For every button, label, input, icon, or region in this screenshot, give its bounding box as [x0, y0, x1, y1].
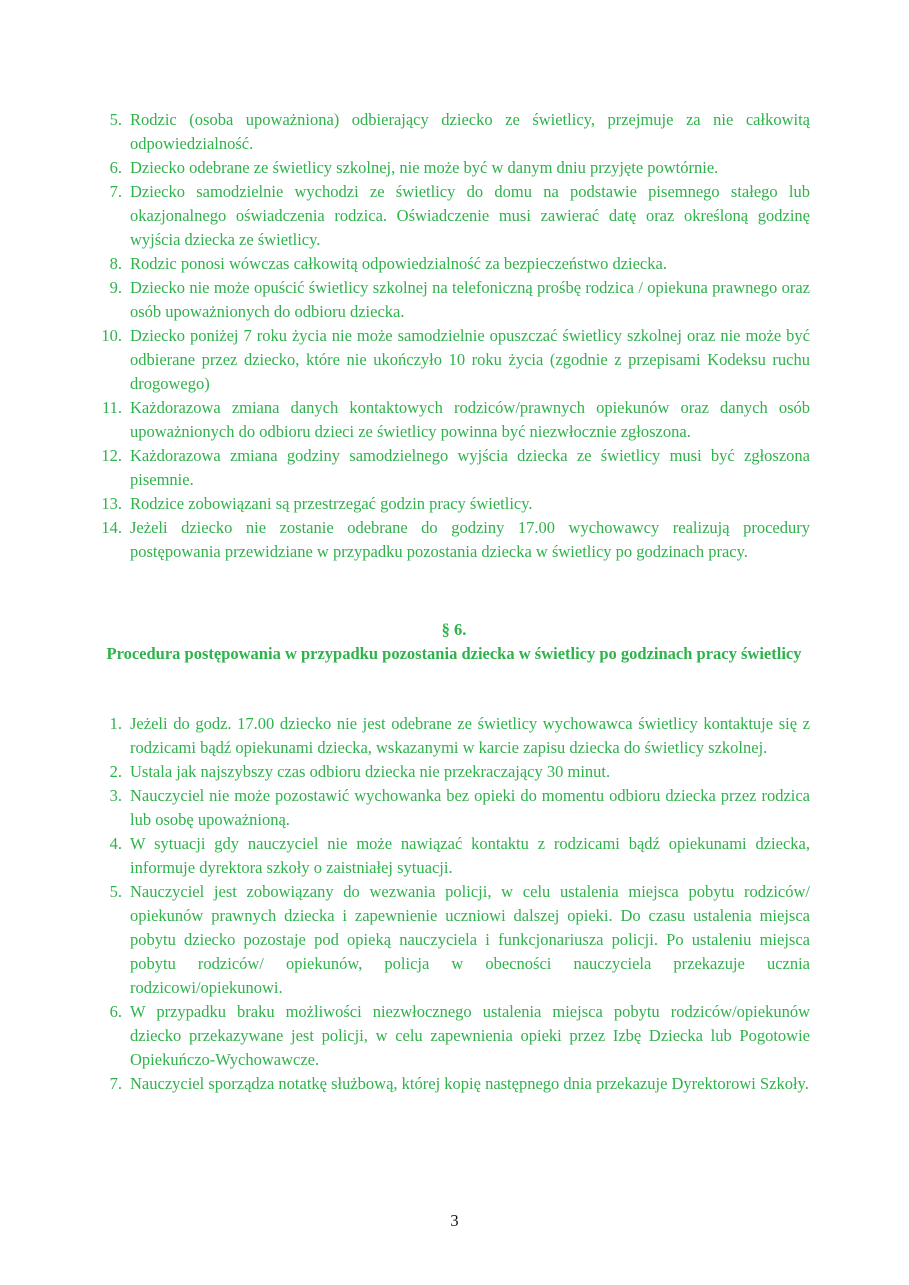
list-item	[90, 444, 810, 492]
list-item	[90, 180, 810, 252]
item-text: Rodzic ponosi wówczas całkowitą odpowiedzialność za bezpieczeństwo dziecka.	[130, 254, 667, 273]
list-item	[90, 784, 810, 832]
item-number: 3.	[109, 786, 122, 805]
item-text: Jeżeli do godz. 17.00 dziecko nie jest odebrane ze świetlicy wychowawca świetlicy kontaktuje się z rodzicami bądź opiekunami dziecka, wskazanymi w karcie zapisu dziecka do świetlicy szkolnej.	[130, 714, 810, 757]
item-number: 8.	[109, 254, 122, 273]
item-text: Dziecko samodzielnie wychodzi ze świetlicy do domu na podstawie pisemnego stałego lub okazjonalnego oświadczenia rodzica. Oświadczenie musi zawierać datę oraz określoną godzinę wyjścia dziecka ze świetlicy.	[130, 182, 810, 249]
item-number: 13.	[101, 494, 122, 513]
section-title: Procedura postępowania w przypadku pozostania dziecka w świetlicy po godzinach pracy świetlicy	[106, 644, 802, 663]
list-item	[90, 324, 810, 396]
item-number: 9.	[109, 278, 122, 297]
item-number: 10.	[101, 326, 122, 345]
item-text: Każdorazowa zmiana danych kontaktowych rodziców/prawnych opiekunów oraz danych osób upoważnionych do odbioru dzieci ze świetlicy powinna być niezwłocznie zgłoszona.	[130, 398, 810, 441]
section-symbol: § 6.	[441, 620, 467, 639]
list-item	[90, 1072, 810, 1096]
item-number: 14.	[101, 518, 122, 537]
list-item	[90, 760, 810, 784]
list-item	[90, 1000, 810, 1072]
list-item	[90, 252, 810, 276]
item-text: Rodzice zobowiązani są przestrzegać godzin pracy świetlicy.	[130, 494, 533, 513]
item-text: Nauczyciel nie może pozostawić wychowanka bez opieki do momentu odbioru dziecka przez rodzica lub osobę upoważnioną.	[130, 786, 810, 829]
item-text: Jeżeli dziecko nie zostanie odebrane do godziny 17.00 wychowawcy realizują procedury postępowania przewidziane w przypadku pozostania dziecka w świetlicy po godzinach pracy.	[130, 518, 810, 561]
item-text: Rodzic (osoba upoważniona) odbierający dziecko ze świetlicy, przejmuje za nie całkowitą odpowiedzialność.	[130, 110, 810, 153]
item-text: Nauczyciel jest zobowiązany do wezwania policji, w celu ustalenia miejsca pobytu rodziców/ opiekunów prawnych dziecka i zapewnienie uczniowi dalszej opieki. Do czasu ustalenia miejsca pobytu dziecko pozostaje pod opieką nauczyciela i funkcjonariusza policji. Po ustaleniu miejsca pobytu rodziców/ opiekunów, policja w obecności nauczyciela przekazuje ucznia rodzicowi/opiekunowi.	[130, 882, 810, 997]
item-number: 7.	[109, 1074, 122, 1093]
item-number: 6.	[109, 158, 122, 177]
item-number: 4.	[109, 834, 122, 853]
item-number: 11.	[101, 398, 122, 417]
list-item	[90, 832, 810, 880]
list-item	[90, 880, 810, 1000]
item-text: W przypadku braku możliwości niezwłocznego ustalenia miejsca pobytu rodziców/opiekunów dziecko przekazywane jest policji, w celu zapewnienia opieki przez Izbę Dziecka lub Pogotowie Opiekuńczo-Wychowawcze.	[130, 1002, 810, 1069]
procedure-list	[90, 712, 810, 1096]
item-number: 6.	[109, 1002, 122, 1021]
list-item	[90, 108, 810, 156]
item-number: 12.	[101, 446, 122, 465]
list-item	[90, 492, 810, 516]
item-text: Dziecko poniżej 7 roku życia nie może samodzielnie opuszczać świetlicy szkolnej oraz nie może być odbierane przez dziecko, które nie ukończyło 10 roku życia (zgodnie z przepisami Kodeksu ruchu drogowego)	[130, 326, 810, 393]
rules-list	[90, 108, 810, 564]
list-item	[90, 516, 810, 564]
item-number: 5.	[109, 882, 122, 901]
item-number: 2.	[109, 762, 122, 781]
item-text: Każdorazowa zmiana godziny samodzielnego wyjścia dziecka ze świetlicy musi być zgłoszona pisemnie.	[130, 446, 810, 489]
item-text: W sytuacji gdy nauczyciel nie może nawiązać kontaktu z rodzicami bądź opiekunami dziecka, informuje dyrektora szkoły o zaistniałej sytuacji.	[130, 834, 810, 877]
page-number: 3	[450, 1211, 459, 1230]
list-item	[90, 156, 810, 180]
item-number: 1.	[109, 714, 122, 733]
item-text: Dziecko odebrane ze świetlicy szkolnej, nie może być w danym dniu przyjęte powtórnie.	[130, 158, 719, 177]
list-item	[90, 712, 810, 760]
list-item	[90, 276, 810, 324]
list-item	[90, 396, 810, 444]
item-number: 5.	[109, 110, 122, 129]
item-text: Ustala jak najszybszy czas odbioru dziecka nie przekraczający 30 minut.	[130, 762, 611, 781]
item-number: 7.	[109, 182, 122, 201]
item-text: Nauczyciel sporządza notatkę służbową, której kopię następnego dnia przekazuje Dyrektorowi Szkoły.	[130, 1074, 809, 1093]
item-text: Dziecko nie może opuścić świetlicy szkolnej na telefoniczną prośbę rodzica / opiekuna prawnego oraz osób upoważnionych do odbioru dziecka.	[130, 278, 810, 321]
